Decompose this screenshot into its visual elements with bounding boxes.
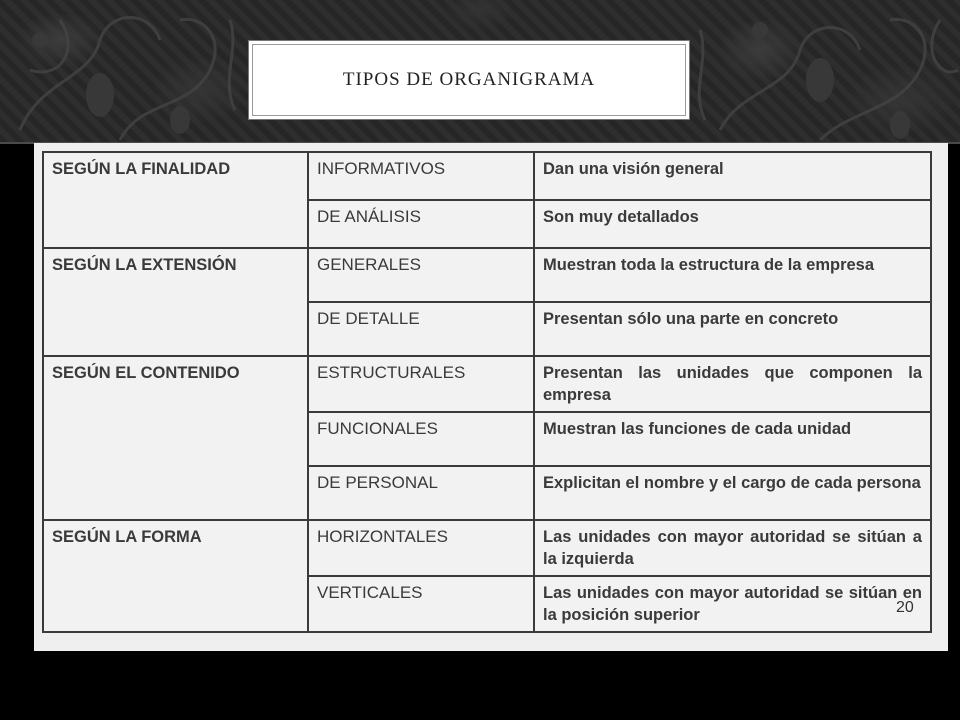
slide-title: TIPOS DE ORGANIGRAMA: [342, 69, 596, 90]
type-cell: FUNCIONALES: [308, 412, 534, 466]
table-row: [43, 520, 931, 576]
page-number: 20: [896, 599, 914, 616]
type-cell: ESTRUCTURALES: [308, 356, 534, 412]
category-cell: SEGÚN LA FORMA: [43, 520, 308, 632]
description-cell: Presentan las unidades que componen la empresa: [534, 356, 931, 412]
description-cell: Explicitan el nombre y el cargo de cada persona: [534, 466, 931, 520]
description-cell: Las unidades con mayor autoridad se sitúan a la izquierda: [534, 520, 931, 576]
organigrama-types-table: [42, 151, 932, 633]
type-cell: INFORMATIVOS: [308, 152, 534, 200]
category-cell: SEGÚN EL CONTENIDO: [43, 356, 308, 520]
category-cell: SEGÚN LA EXTENSIÓN: [43, 248, 308, 356]
type-cell: HORIZONTALES: [308, 520, 534, 576]
table-row: [43, 356, 931, 412]
description-cell: Son muy detallados: [534, 200, 931, 248]
description-cell: Muestran las funciones de cada unidad: [534, 412, 931, 466]
table-row: [43, 152, 931, 200]
description-cell: Dan una visión general: [534, 152, 931, 200]
type-cell: DE ANÁLISIS: [308, 200, 534, 248]
description-cell: Presentan sólo una parte en concreto: [534, 302, 931, 356]
description-cell: Las unidades con mayor autoridad se sitúan en la posición superior: [534, 576, 931, 632]
title-box: [248, 40, 690, 120]
table-panel: [34, 143, 948, 651]
type-cell: VERTICALES: [308, 576, 534, 632]
type-cell: DE PERSONAL: [308, 466, 534, 520]
type-cell: GENERALES: [308, 248, 534, 302]
description-cell: Muestran toda la estructura de la empresa: [534, 248, 931, 302]
table-row: [43, 248, 931, 302]
category-cell: SEGÚN LA FINALIDAD: [43, 152, 308, 248]
type-cell: DE DETALLE: [308, 302, 534, 356]
